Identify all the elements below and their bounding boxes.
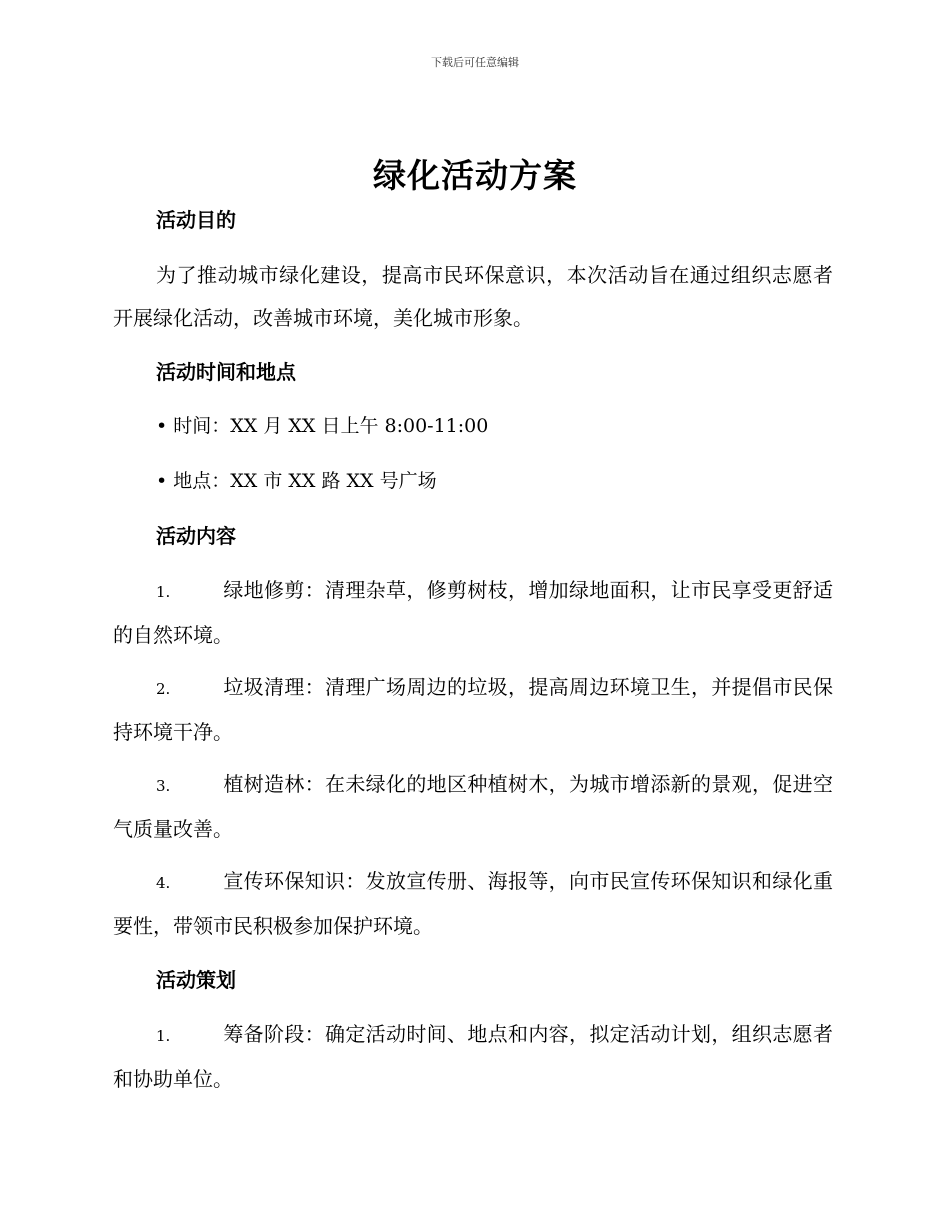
list-item-number: 1. (156, 1027, 171, 1045)
planning-item (113, 1013, 833, 1101)
place-item: • 地点：XX 市 XX 路 XX 号广场 (156, 470, 437, 492)
section-time-place (113, 358, 833, 386)
list-item (113, 1013, 833, 1101)
content-item (113, 569, 833, 657)
purpose-paragraph: 为了推动城市绿化建设，提高市民环保意识，本次活动旨在通过组织志愿者开展绿化活动，改善城市环境，美化城市形象。 (113, 263, 833, 330)
list-item-number: 4. (156, 874, 171, 892)
section-heading-content: 活动内容 (156, 524, 236, 548)
section-heading-purpose: 活动目的 (156, 208, 236, 232)
section-content (113, 522, 833, 550)
list-item-number: 1. (156, 583, 171, 601)
list-item-text: 垃圾清理：清理广场周边的垃圾，提高周边环境卫生，并提倡市民保持环境干净。 (113, 675, 833, 744)
document-title: 绿化活动方案 (373, 156, 577, 195)
section-purpose (113, 206, 833, 234)
list-item-number: 2. (156, 680, 171, 698)
section-heading-planning: 活动策划 (156, 968, 236, 992)
header-note: 下载后可任意编辑 (431, 56, 519, 69)
time-item: • 时间：XX 月 XX 日上午 8:00-11:00 (156, 415, 489, 437)
list-item-number: 3. (156, 777, 171, 795)
section-planning (113, 966, 833, 994)
content-item (113, 763, 833, 851)
list-item-text: 植树造林：在未绿化的地区种植树木，为城市增添新的景观，促进空气质量改善。 (113, 772, 833, 841)
list-item-text: 筹备阶段：确定活动时间、地点和内容，拟定活动计划，组织志愿者和协助单位。 (113, 1022, 833, 1091)
list-item (113, 666, 833, 754)
section-heading-time-place: 活动时间和地点 (156, 360, 296, 384)
purpose-paragraph-block (113, 254, 833, 340)
list-item-text: 绿地修剪：清理杂草，修剪树枝，增加绿地面积，让市民享受更舒适的自然环境。 (113, 578, 833, 647)
content-item (113, 666, 833, 754)
place-item-block (113, 467, 833, 495)
list-item (113, 860, 833, 948)
time-item-block (113, 412, 833, 440)
content-item (113, 860, 833, 948)
list-item (113, 569, 833, 657)
list-item-text: 宣传环保知识：发放宣传册、海报等，向市民宣传环保知识和绿化重要性，带领市民积极参加保护环境。 (113, 869, 833, 938)
list-item (113, 763, 833, 851)
